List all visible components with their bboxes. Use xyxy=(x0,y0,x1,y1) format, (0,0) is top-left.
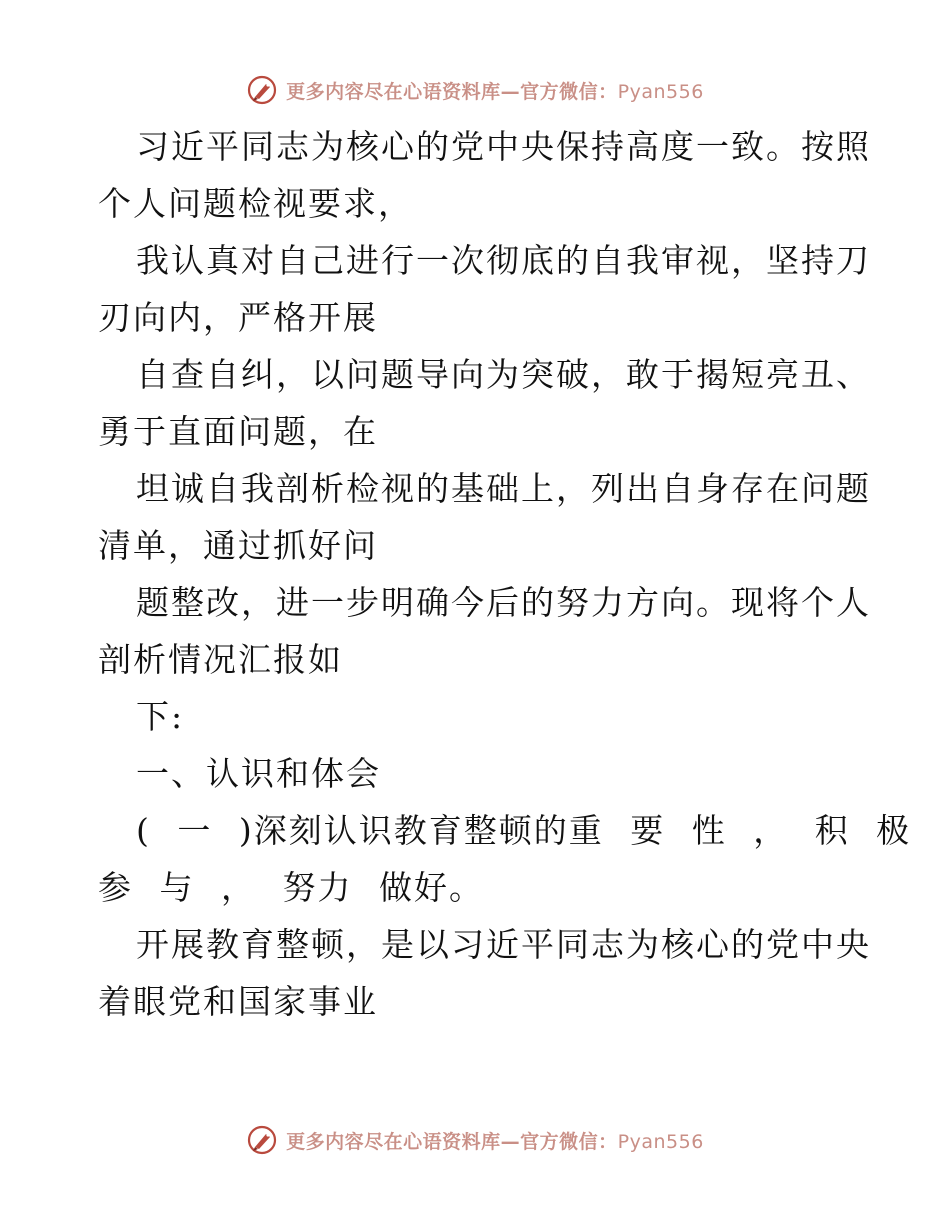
body-line: 个人问题检视要求， xyxy=(98,184,413,223)
body-line: 勇于直面问题，在 xyxy=(98,412,378,451)
header-watermark xyxy=(0,72,950,108)
body-line: 清单，通过抓好问 xyxy=(98,526,378,565)
pen-logo-icon xyxy=(246,74,278,106)
footer-watermark xyxy=(0,1122,950,1158)
body-line: 剖析情况汇报如 xyxy=(98,640,343,679)
body-line: 刃向内，严格开展 xyxy=(98,298,378,337)
subsection-heading: ( 一 )深刻认识教育整顿的重 要 性 ， 积 极 xyxy=(136,811,912,850)
watermark-text: 更多内容尽在心语资料库—官方微信：Pyan556 xyxy=(286,80,704,103)
body-line: 习近平同志为核心的党中央保持高度一致。按照 xyxy=(136,127,871,166)
body-line: 我认真对自己进行一次彻底的自我审视，坚持刀 xyxy=(136,241,871,280)
document-body xyxy=(98,118,912,1030)
body-line: 题整改，进一步明确今后的努力方向。现将个人 xyxy=(136,583,871,622)
body-line: 着眼党和国家事业 xyxy=(98,982,378,1021)
body-line: 下: xyxy=(136,697,185,736)
body-line: 自查自纠，以问题导向为突破，敢于揭短亮丑、 xyxy=(136,355,871,394)
watermark-text: 更多内容尽在心语资料库—官方微信：Pyan556 xyxy=(286,1130,704,1153)
section-heading: 一、认识和体会 xyxy=(136,754,381,793)
subsection-heading-continued: 参 与 ， 努力 做好。 xyxy=(98,868,484,907)
body-line: 坦诚自我剖析检视的基础上，列出自身存在问题 xyxy=(136,469,871,508)
pen-logo-icon xyxy=(246,1124,278,1156)
body-line: 开展教育整顿，是以习近平同志为核心的党中央 xyxy=(136,925,871,964)
